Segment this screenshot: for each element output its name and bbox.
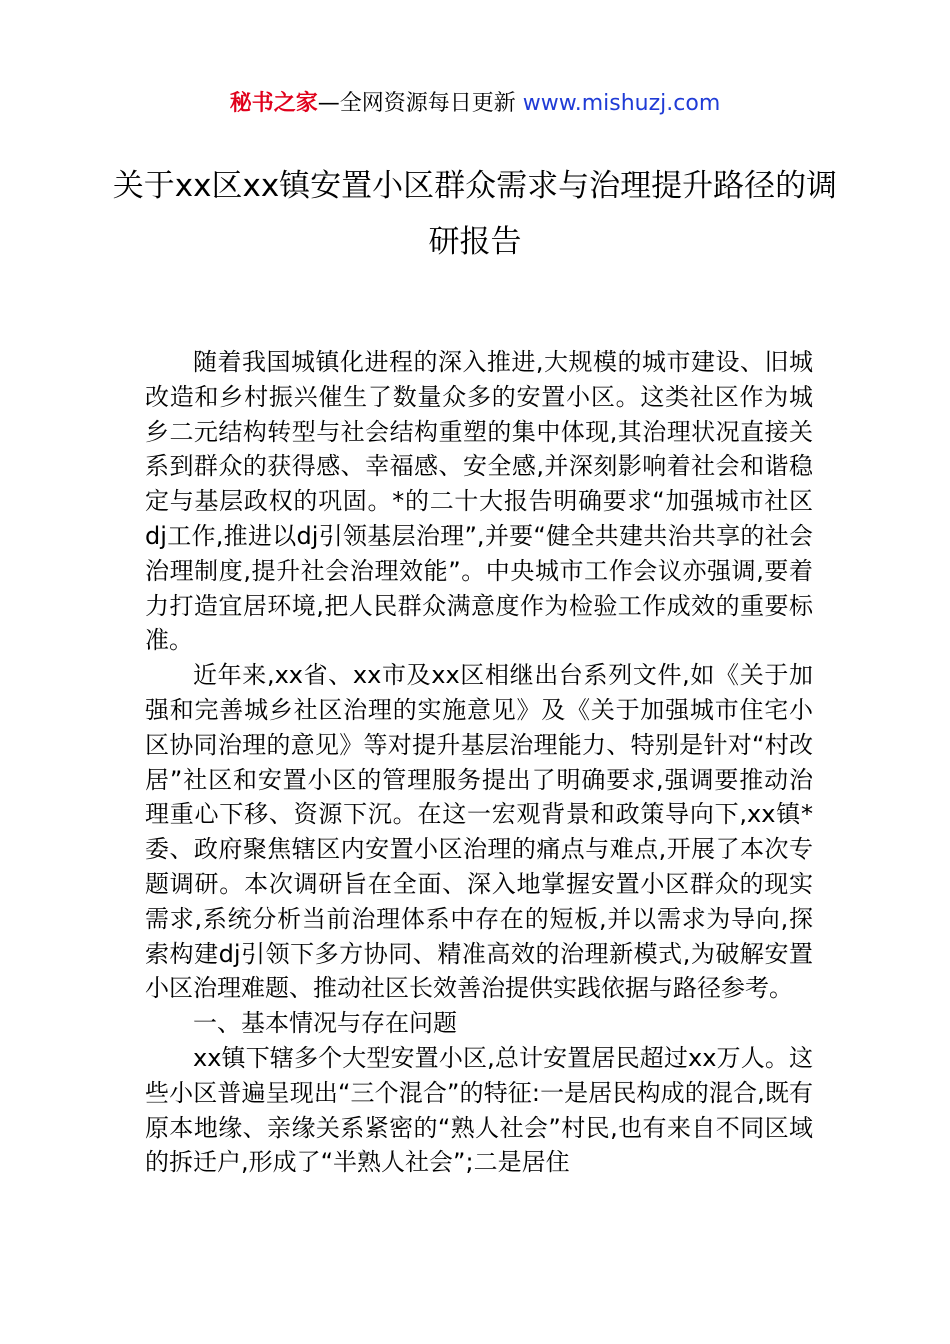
site-header [0,88,950,120]
header-tagline: —全网资源每日更新 [317,91,523,116]
section-heading: 一、基本情况与存在问题 [193,1009,457,1038]
paragraph-1: 随着我国城镇化进程的深入推进,大规模的城市建设、旧城改造和乡村振兴催生了数量众多的安置小区。这类社区作为城乡二元结构转型与社会结构重塑的集中体现,其治理状况直接关系到群众的获得感、幸福感、安全感,并深刻影响着社会和谐稳定与基层政权的巩固。*的二十大报告明确要求“加强城市社区dj工作,推进以dj引领基层治理”,并要“健全共建共治共享的社会治理制度,提升社会治理效能”。中央城市工作会议亦强调,要着力打造宜居环境,把人民群众满意度作为检验工作成效的重要标准。 [145,348,813,655]
paragraph-3: xx镇下辖多个大型安置小区,总计安置居民超过xx万人。这些小区普遍呈现出“三个混合”的特征:一是居民构成的混合,既有原本地缘、亲缘关系紧密的“熟人社会”村民,也有来自不同区域的拆迁户,形成了“半熟人社会”;二是居住 [145,1043,813,1177]
brand-name: 秘书之家 [229,91,318,116]
site-url-link[interactable]: www.mishuzj.com [522,91,721,116]
paragraph-2: 近年来,xx省、xx市及xx区相继出台系列文件,如《关于加强和完善城乡社区治理的实施意见》及《关于加强城市住宅小区协同治理的意见》等对提升基层治理能力、特别是针对“村改居”社区和安置小区的管理服务提出了明确要求,强调要推动治理重心下移、资源下沉。在这一宏观背景和政策导向下,xx镇*委、政府聚焦辖区内安置小区治理的痛点与难点,开展了本次专题调研。本次调研旨在全面、深入地掌握安置小区群众的现实需求,系统分析当前治理体系中存在的短板,并以需求为导向,探索构建dj引领下多方协同、精准高效的治理新模式,为破解安置小区治理难题、推动社区长效善治提供实践依据与路径参考。 [145,661,813,1003]
document-body [145,345,813,1180]
document-title: 关于xx区xx镇安置小区群众需求与治理提升路径的调研报告 [112,168,838,260]
